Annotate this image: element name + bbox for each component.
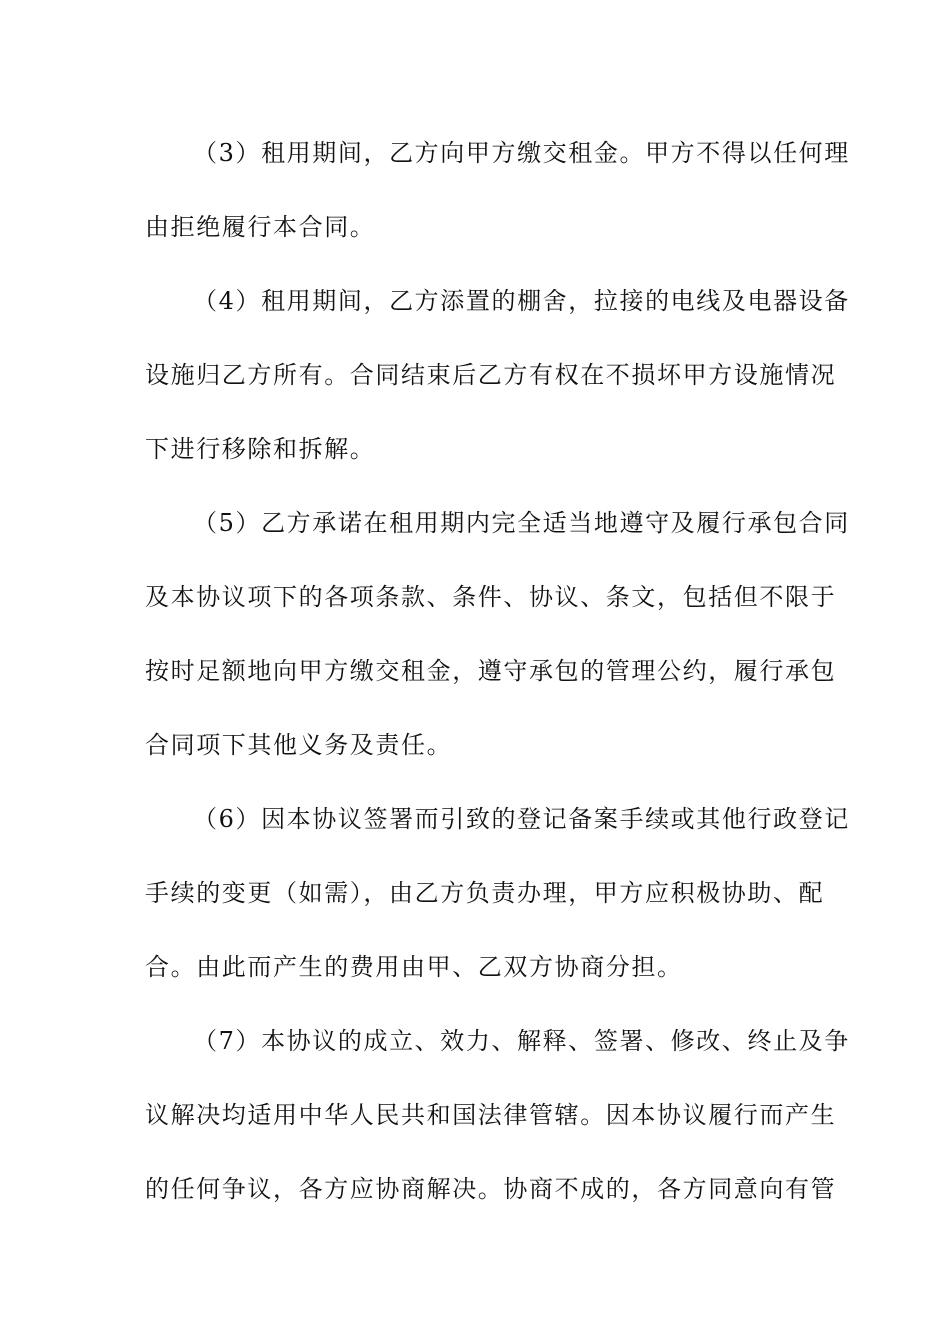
paragraph-5-line-4: 合同项下其他义务及责任。 xyxy=(145,731,453,759)
paragraph-7-line-1: （7）本协议的成立、效力、解释、签署、修改、终止及争 xyxy=(193,1027,850,1055)
paragraph-5-line-2: 及本协议项下的各项条款、条件、协议、条文，包括但不限于 xyxy=(145,583,837,611)
paragraph-7-line-2: 议解决均适用中华人民共和国法律管辖。因本协议履行而产生 xyxy=(145,1101,837,1129)
paragraph-7-line-3: 的任何争议，各方应协商解决。协商不成的，各方同意向有管 xyxy=(145,1175,837,1203)
paragraph-3-line-1: （3）租用期间，乙方向甲方缴交租金。甲方不得以任何理 xyxy=(193,139,850,167)
paragraph-3-line-2: 由拒绝履行本合同。 xyxy=(145,213,376,241)
paragraph-5-line-1: （5）乙方承诺在租用期内完全适当地遵守及履行承包合同 xyxy=(193,509,850,537)
paragraph-4-line-1: （4）租用期间，乙方添置的棚舍，拉接的电线及电器设备 xyxy=(193,287,850,315)
paragraph-4-line-3: 下进行移除和拆解。 xyxy=(145,435,376,463)
paragraph-6-line-1: （6）因本协议签署而引致的登记备案手续或其他行政登记 xyxy=(193,805,850,833)
paragraph-6-line-3: 合。由此而产生的费用由甲、乙双方协商分担。 xyxy=(145,953,683,981)
paragraph-4-line-2: 设施归乙方所有。合同结束后乙方有权在不损坏甲方设施情况 xyxy=(145,361,837,389)
paragraph-6-line-2: 手续的变更（如需），由乙方负责办理，甲方应积极协助、配 xyxy=(145,879,825,907)
paragraph-5-line-3: 按时足额地向甲方缴交租金，遵守承包的管理公约，履行承包 xyxy=(145,657,837,685)
